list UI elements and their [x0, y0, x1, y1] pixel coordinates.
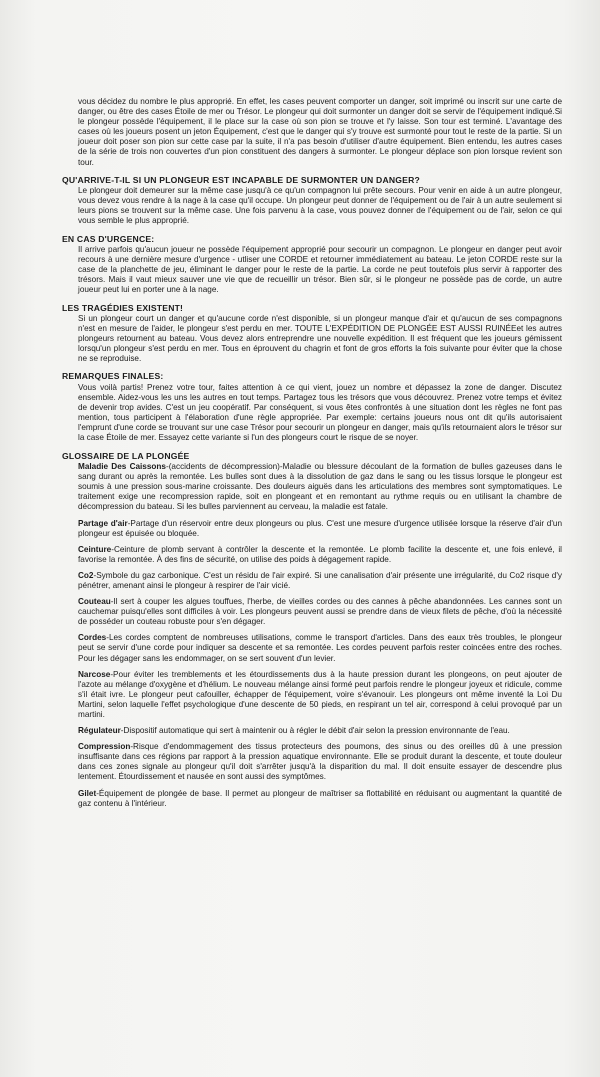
glossary-definition: -Dispositif automatique qui sert à maintenir ou à régler le débit d'air selon la pression environnante de l'eau.: [120, 726, 510, 736]
section-heading: LES TRAGÉDIES EXISTENT!: [62, 302, 184, 313]
glossary-term: Compression: [78, 742, 131, 752]
section-text: Le plongeur doit demeurer sur la même case jusqu'à ce qu'un compagnon lui prête secours. Pour venir en aide à un autre plongeur, vous devez vous rendre à la nage à la case qu'il occupe. Un plongeur peut donner de l'équipement ou de l'air à un autre seulement si leurs pions se trouvent sur la même case. Une fois parvenu à la case, vous pouvez donner de l'équipement ou de l'air, selon ce qui vous semble le plus approprié.: [78, 186, 562, 226]
glossary-entry: [78, 742, 562, 782]
glossary-entry: [78, 726, 562, 736]
glossary-definition: -Il sert à couper les algues touffues, l'herbe, de vieilles cordes ou des cannes à pêche abandonnées. Les cannes sont un cauchemar puisqu'elles sont difficiles à voir. Les plongeurs peuvent aussi se prendre dans de vieux filets de pêche, d'où la nécessité de posséder un couteau robuste pour s'en dégager.: [78, 597, 562, 627]
section-unable-to-overcome: [62, 175, 562, 227]
glossary-entry: [78, 571, 562, 591]
glossary-heading: GLOSSAIRE DE LA PLONGÉE: [62, 450, 190, 461]
glossary-term: Narcose: [78, 669, 111, 679]
section-heading: REMARQUES FINALES:: [62, 371, 164, 382]
glossary-entry: [78, 519, 562, 539]
glossary-entry: [78, 545, 562, 565]
glossary-entry: [78, 633, 562, 663]
glossary-entry: [78, 597, 562, 627]
glossary-definition: -Les cordes comptent de nombreuses utilisations, comme le transport d'articles. Dans des eaux très troubles, le plongeur peut se servir d'une corde pour indiquer sa descente et sa remontée. Les cordes peuvent parfois rester coincées entre des roches. Pour les dégager sans les endommager, on se sert souvent d'un levier.: [78, 633, 562, 663]
intro-paragraph: vous décidez du nombre le plus approprié. En effet, les cases peuvent comporter un danger, soit imprimé ou inscrit sur une carte de danger, ou être des cases Étoile de mer ou Trésor. Le plongeur qui doit surmonter un danger doit se servir de l'équipement indiqué.Si le plongeur possède l'équipement, il le place sur la case où son pion se trouve et l'y laisse. Son tour est terminé. L'avantage des cases où les joueurs posent un jeton Équipement, c'est que le danger qui s'y trouve est surmonté pour tout le reste de la partie. Si un joueur doit poser son pion sur cette case par la suite, il n'a pas besoin d'utiliser d'autre équipement. Bien entendu, les autres cases de la série de trois non couvertes d'un pion constituent des dangers à surmonter. Le plongeur déplace son pion lorsque revient son tour.: [78, 97, 562, 167]
section-text: Si un plongeur court un danger et qu'aucune corde n'est disponible, si un plongeur manque d'air et qu'aucun de ses compagnons n'est en mesure de l'aider, le plongeur s'est perdu en mer. TOUTE L'EXPÉDITION DE PLONGÉE EST AUSSI RUINÉEet les autres plongeurs retournent au bateau. Vous devez alors entreprendre une nouvelle expédition. Il est fréquent que les joueurs gémissent lorsqu'un plongeur s'est perdu en mer. Tous en éprouvent du chagrin et font de gros efforts la fois suivante pour éviter que la chose ne se reproduise.: [78, 314, 562, 364]
glossary-entry: [78, 670, 562, 720]
glossary-term: Ceinture: [78, 544, 112, 554]
glossary-term: Régulateur: [78, 726, 121, 736]
rules-text-column: [62, 97, 562, 815]
glossary-definition: -Symbole du gaz carbonique. C'est un résidu de l'air expiré. Si une canalisation d'air présente une irrégularité, du Co2 risque d'y pénétrer, amenant ainsi le plongeur à respirer de l'air vicié.: [78, 570, 562, 590]
glossary-definition: -(accidents de décompression)-Maladie ou blessure découlant de la formation de bulles gazeuses dans le sang durant ou après la remontée. Les bulles sont dues à la dissolution de gaz dans le sang ou les tissus lorsque le plongeur est soumis à une pression sous-marine croissante. Des douleurs aiguës dans les articulations des membres sont symptomatiques. Le traitement exige une recompression rapide, soit en plongeant et en remontant au rythme requis ou en utilisant la chambre de décompression du bateau. Si les bulles parviennent au cerveau, la maladie est fatale.: [78, 462, 562, 512]
section-final-remarks: [62, 371, 562, 443]
section-tragedies: [62, 303, 562, 365]
glossary-term: Maladie Des Caissons: [78, 462, 166, 472]
glossary-term: Co2: [78, 570, 94, 580]
glossary-term: Partage d'air: [78, 518, 128, 528]
glossary-definition: -Pour éviter les tremblements et les étourdissements dus à la haute pression durant les plongeons, on peut ajouter de l'azote au mélange d'oxygène et d'hélium. Le nouveau mélange ainsi formé peut parfois rendre le plongeur joyeux et ridicule, comme s'il était ivre. Le plongeur peut cafouiller, échapper de l'équipement, voire s'évanouir. Les plongeurs ont même inventé la Loi Du Martini, selon laquelle l'effet psychologique d'une descente de 50 pieds, en respirant un tel air, correspond à celui provoqué par un martini.: [78, 669, 562, 719]
glossary-term: Couteau: [78, 597, 111, 607]
glossary-entry: [78, 789, 562, 809]
glossary-term: Cordes: [78, 633, 107, 643]
glossary-entry: [78, 462, 562, 512]
section-text: Il arrive parfois qu'aucun joueur ne possède l'équipement approprié pour secourir un compagnon. Le plongeur en danger peut avoir recours à une dernière mesure d'urgence - utliser une CORDE et retourner immédiatement au bateau. Le jeton CORDE reste sur la case de la planchette de jeu, éliminant le danger pour le reste de la partie. La corde ne peut toutefois plus servir à rapporter des trésors. Mais il vaut mieux sauver une vie que de recueillir un trésor. Bien sûr, si le plongeur ne possède pas de corde, un autre joueur peut lui en porter une à la nage.: [78, 245, 562, 295]
glossary-definition: -Équipement de plongée de base. Il permet au plongeur de maîtriser sa flottabilité en réduisant ou augmentant la quantité de gaz contenu à l'intérieur.: [78, 788, 562, 808]
glossary-definition: -Ceinture de plomb servant à contrôler la descente et la remontée. Le plomb facilite la descente et, une fois enlevé, il favorise la remontée. À des fins de sécurité, on utilise des poids à dégagement rapide.: [78, 544, 562, 564]
glossary-definition: -Partage d'un réservoir entre deux plongeurs ou plus. C'est une mesure d'urgence utilisée lorsque la réserve d'air d'un plongeur est épuisée ou bloquée.: [78, 518, 563, 538]
section-text: Vous voilà partis! Prenez votre tour, faites attention à ce qui vient, jouez un nombre et dépassez la zone de danger. Discutez ensemble. Aidez-vous les uns les autres en tout temps. Partagez tous les trésors que vous découvrez. Prenez votre temps et évitez de devenir trop avides. C'est un jeu coopératif. Par conséquent, si vous êtes confrontés à une situation dont les règles ne font pas mention, tous participent à l'élaboration d'une règle appropriée. Par exemple: certains joueurs nous ont dit qu'ils autorisaient l'emprunt d'une corde se trouvant sur une case Trésor pour secourir un plongeur en danger, mais qu'ils retournaient alors le trésor sur la case Étoile de mer. Essayez cette variante si l'un des plongeurs court le risque de se noyer.: [78, 382, 562, 443]
glossary-section: [62, 451, 562, 809]
section-heading: QU'ARRIVE-T-IL SI UN PLONGEUR EST INCAPABLE DE SURMONTER UN DANGER?: [62, 174, 420, 185]
section-heading: EN CAS D'URGENCE:: [62, 233, 155, 244]
section-emergency: [62, 234, 562, 296]
glossary-term: Gilet: [78, 788, 97, 798]
glossary-definition: -Risque d'endommagement des tissus protecteurs des poumons, des sinus ou des oreilles dû à une pression insuffisante dans ces régions par rapport à la pression aquatique environnante. Elle se produit durant la descente, et toute douleur dans ces zones signale au plongeur qu'il doit s'arrêter jusqu'à la disparition du mal. Il doit ensuite essayer de descendre plus lentement. Étourdissement et nausée en sont aussi des symptômes.: [78, 742, 562, 782]
